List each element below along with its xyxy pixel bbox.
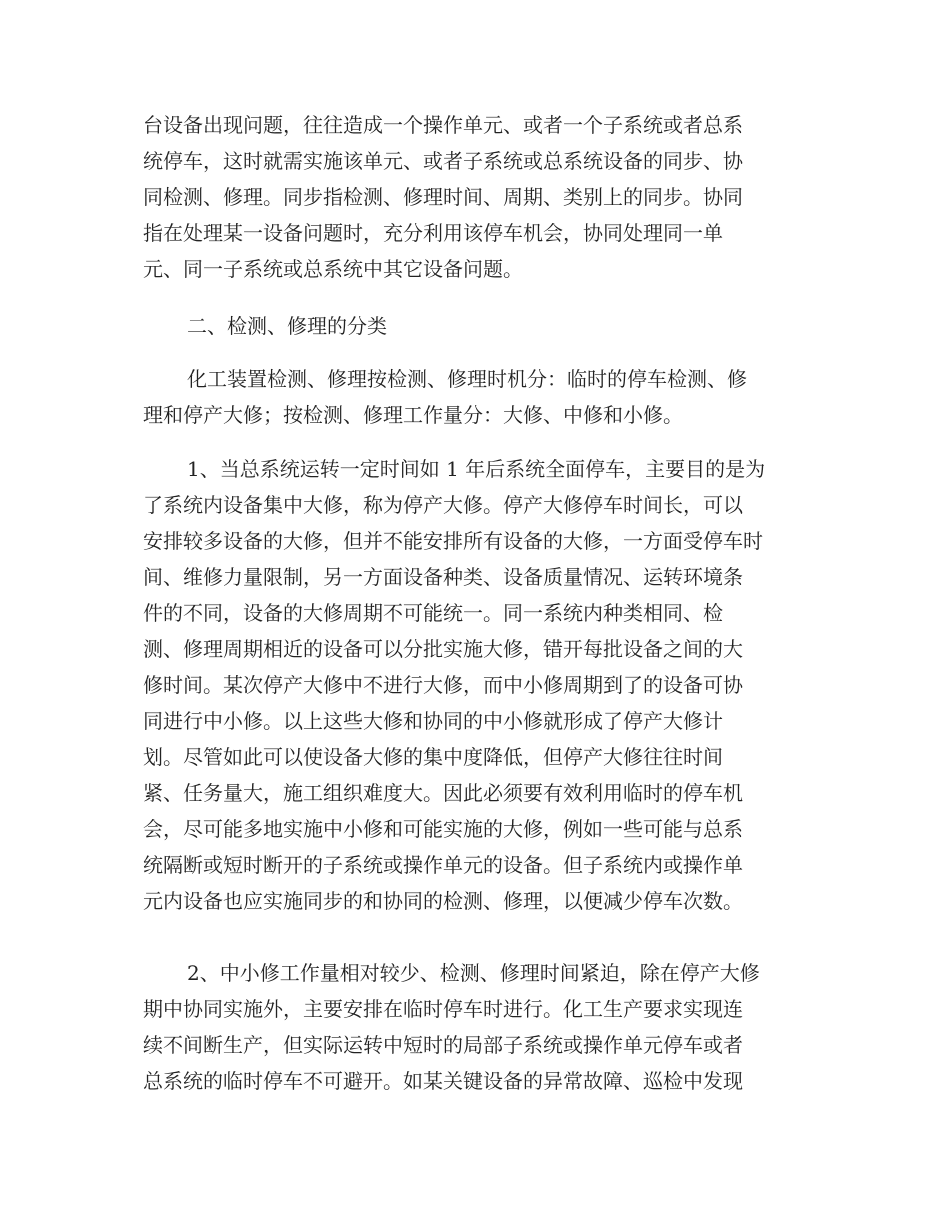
- heading-line: 二、检测、修理的分类: [187, 314, 387, 338]
- text-line: 1、当总系统运转一定时间如 1 年后系统全面停车，主要目的是为: [187, 457, 766, 481]
- text-line: 元、同一子系统或总系统中其它设备问题。: [143, 257, 523, 281]
- text-line: 理和停产大修；按检测、修理工作量分：大修、中修和小修。: [143, 403, 683, 427]
- text-line: 件的不同，设备的大修周期不可能统一。同一系统内种类相同、检: [143, 601, 723, 625]
- text-line: 指在处理某一设备问题时，充分利用该停车机会，协同处理同一单: [143, 221, 723, 245]
- paragraph-item-1: [143, 451, 813, 919]
- text-line: 紧、任务量大，施工组织难度大。因此必须要有效利用临时的停车机: [143, 781, 743, 805]
- text-line: 划。尽管如此可以使设备大修的集中度降低，但停产大修往往时间: [143, 745, 723, 769]
- text-line: 2、中小修工作量相对较少、检测、修理时间紧迫，除在停产大修: [187, 961, 760, 985]
- text-line: 测、修理周期相近的设备可以分批实施大修，错开每批设备之间的大: [143, 637, 743, 661]
- text-line: 化工装置检测、修理按检测、修理时机分：临时的停车检测、修: [187, 367, 747, 391]
- text-line: 安排较多设备的大修，但并不能安排所有设备的大修，一方面受停车时: [143, 529, 763, 553]
- text-line: 修时间。某次停产大修中不进行大修，而中小修周期到了的设备可协: [143, 673, 743, 697]
- text-line: 总系统的临时停车不可避开。如某关键设备的异常故障、巡检中发现: [143, 1069, 743, 1093]
- text-line: 统隔断或短时断开的子系统或操作单元的设备。但子系统内或操作单: [143, 853, 743, 877]
- text-line: 会，尽可能多地实施中小修和可能实施的大修，例如一些可能与总系: [143, 817, 743, 841]
- text-line: 同进行中小修。以上这些大修和协同的中小修就形成了停产大修计: [143, 709, 723, 733]
- paragraph-item-2: [143, 955, 813, 1099]
- text-line: 期中协同实施外，主要安排在临时停车时进行。化工生产要求实现连: [143, 997, 743, 1021]
- paragraph-continuation: [143, 107, 813, 287]
- text-line: 了系统内设备集中大修，称为停产大修。停产大修停车时间长，可以: [143, 493, 743, 517]
- paragraph-classification: [143, 361, 813, 433]
- text-line: 统停车，这时就需实施该单元、或者子系统或总系统设备的同步、协: [143, 149, 743, 173]
- text-line: 间、维修力量限制，另一方面设备种类、设备质量情况、运转环境条: [143, 565, 743, 589]
- text-line: 元内设备也应实施同步的和协同的检测、修理，以便减少停车次数。: [143, 889, 743, 913]
- text-line: 同检测、修理。同步指检测、修理时间、周期、类别上的同步。协同: [143, 185, 743, 209]
- text-line: 台设备出现问题，往往造成一个操作单元、或者一个子系统或者总系: [143, 113, 743, 137]
- section-heading: [143, 308, 813, 344]
- text-line: 续不间断生产，但实际运转中短时的局部子系统或操作单元停车或者: [143, 1033, 743, 1057]
